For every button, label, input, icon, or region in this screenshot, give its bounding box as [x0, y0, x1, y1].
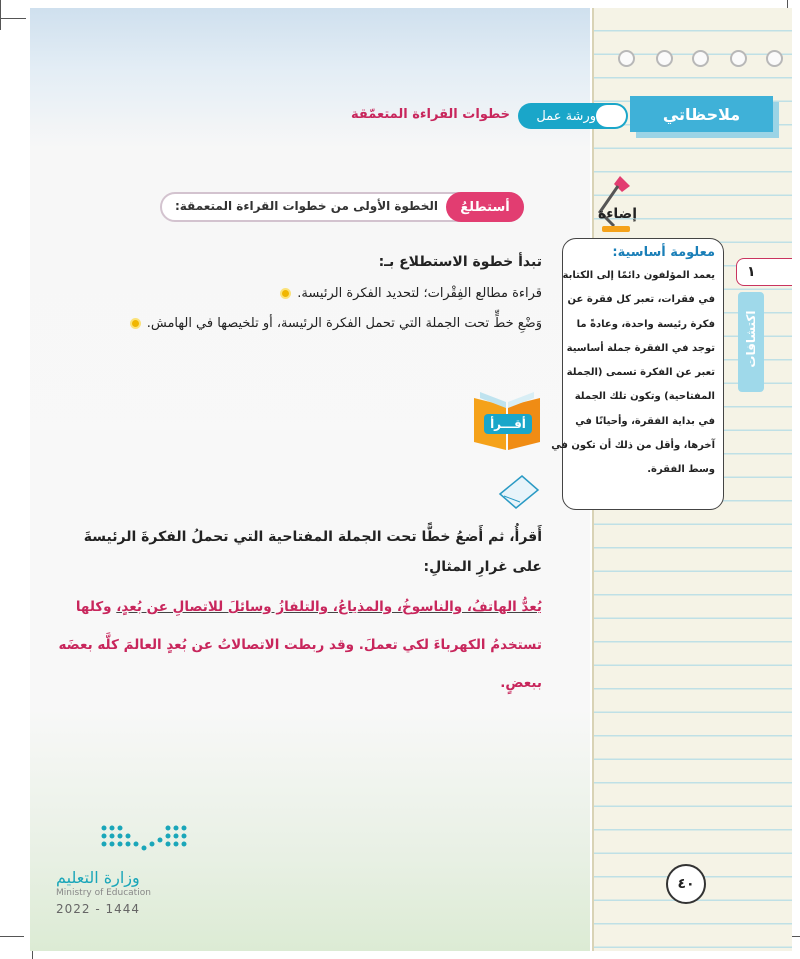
toggle-knob: [596, 105, 626, 127]
info-line: توجد في الفقرة جملة أساسية: [566, 342, 715, 354]
intro-heading: تبدأ خطوة الاستطلاع بـ:: [378, 254, 542, 270]
task-instruction: أَقرأُ، ثم أَضعُ خطًّا تحت الجملة المفتاحية التي تحملُ الفكرةَ الرئيسةَ على غرارِ المثالِ:: [83, 529, 542, 575]
workshop-badge: [518, 103, 628, 129]
survey-label: أستطلعُ: [446, 192, 524, 222]
binder-ring: [692, 50, 709, 67]
workshop-label: ورشة عمل: [536, 108, 596, 124]
survey-bar: [160, 192, 524, 222]
example-paragraph: [32, 588, 542, 702]
info-title: معلومة أساسية:: [612, 245, 715, 260]
bullet-dot-icon: [280, 288, 291, 299]
read-label: أقـــرأ: [484, 414, 532, 434]
unit-label: اكتشافات: [744, 310, 758, 368]
notes-tab: ملاحظاتي: [630, 96, 773, 132]
ministry-name-english: Ministry of Education: [56, 888, 151, 898]
bullet-dot-icon: [130, 318, 141, 329]
example-rest: وكلها تستخدمُ الكهرباءَ لكي تعملَ. وقد ربطت الاتصالاتُ عن بُعدٍ العالمَ كلَّه بعضَه ببعضٍ.: [58, 599, 542, 691]
page-number: ٤٠: [666, 864, 706, 904]
binder-ring: [656, 50, 673, 67]
info-line: وسط الفقرة.: [647, 464, 715, 476]
card-icon: [494, 472, 542, 512]
survey-text: الخطوة الأولى من خطوات القراءة المتعمقة:: [174, 199, 438, 213]
crop-mark: [0, 936, 24, 937]
binder-ring: [766, 50, 783, 67]
ministry-name-arabic: وزارة التعليم: [56, 868, 140, 887]
info-line: المفتاحية) وتكون تلك الجملة: [574, 391, 715, 403]
chapter-number: ١: [736, 258, 792, 286]
binder-ring: [730, 50, 747, 67]
section-title: خطوات القراءة المتعمّقة: [351, 107, 510, 122]
info-line: في فقرات، تعبر كل فقرة عن: [567, 294, 715, 306]
bullet-item: [280, 286, 542, 301]
binder-ring: [618, 50, 635, 67]
info-box: [551, 238, 724, 510]
illumination-label: إضاءة: [598, 206, 638, 222]
bullet-text: قراءة مطالع الفِقْرات؛ لتحديد الفكرة الرئيسة.: [297, 286, 542, 301]
read-book-icon: [470, 388, 544, 452]
unit-tab: [738, 292, 764, 392]
info-line: في بداية الفقرة، وأحيانًا في: [575, 415, 715, 427]
key-sentence: يُعدُّ الهاتفُ، والناسوخُ، والمذياعُ، والتلفازُ وسائلَ للاتصالِ عن بُعدٍ،: [116, 599, 542, 615]
info-line: آخرها، وأقل من ذلك أن تكون في: [551, 440, 715, 452]
info-line: يعمد المؤلفون دائمًا إلى الكتابة: [562, 270, 715, 281]
desk-lamp-icon: [584, 172, 644, 234]
crop-mark: [0, 0, 1, 30]
ministry-logo-icon: [98, 820, 190, 860]
edition-year: 2022 - 1444: [56, 902, 141, 916]
crop-mark: [0, 18, 26, 19]
info-line: تعبر عن الفكرة تسمى (الجملة: [566, 367, 715, 379]
bullet-text: وَضْعِ خطٍّ تحت الجملة التي تحمل الفكرة الرئيسة، أو تلخيصها في الهامش.: [146, 316, 542, 331]
bullet-item: [130, 316, 542, 331]
info-line: فكرة رئيسة واحدة، وعادةً ما: [576, 318, 715, 330]
